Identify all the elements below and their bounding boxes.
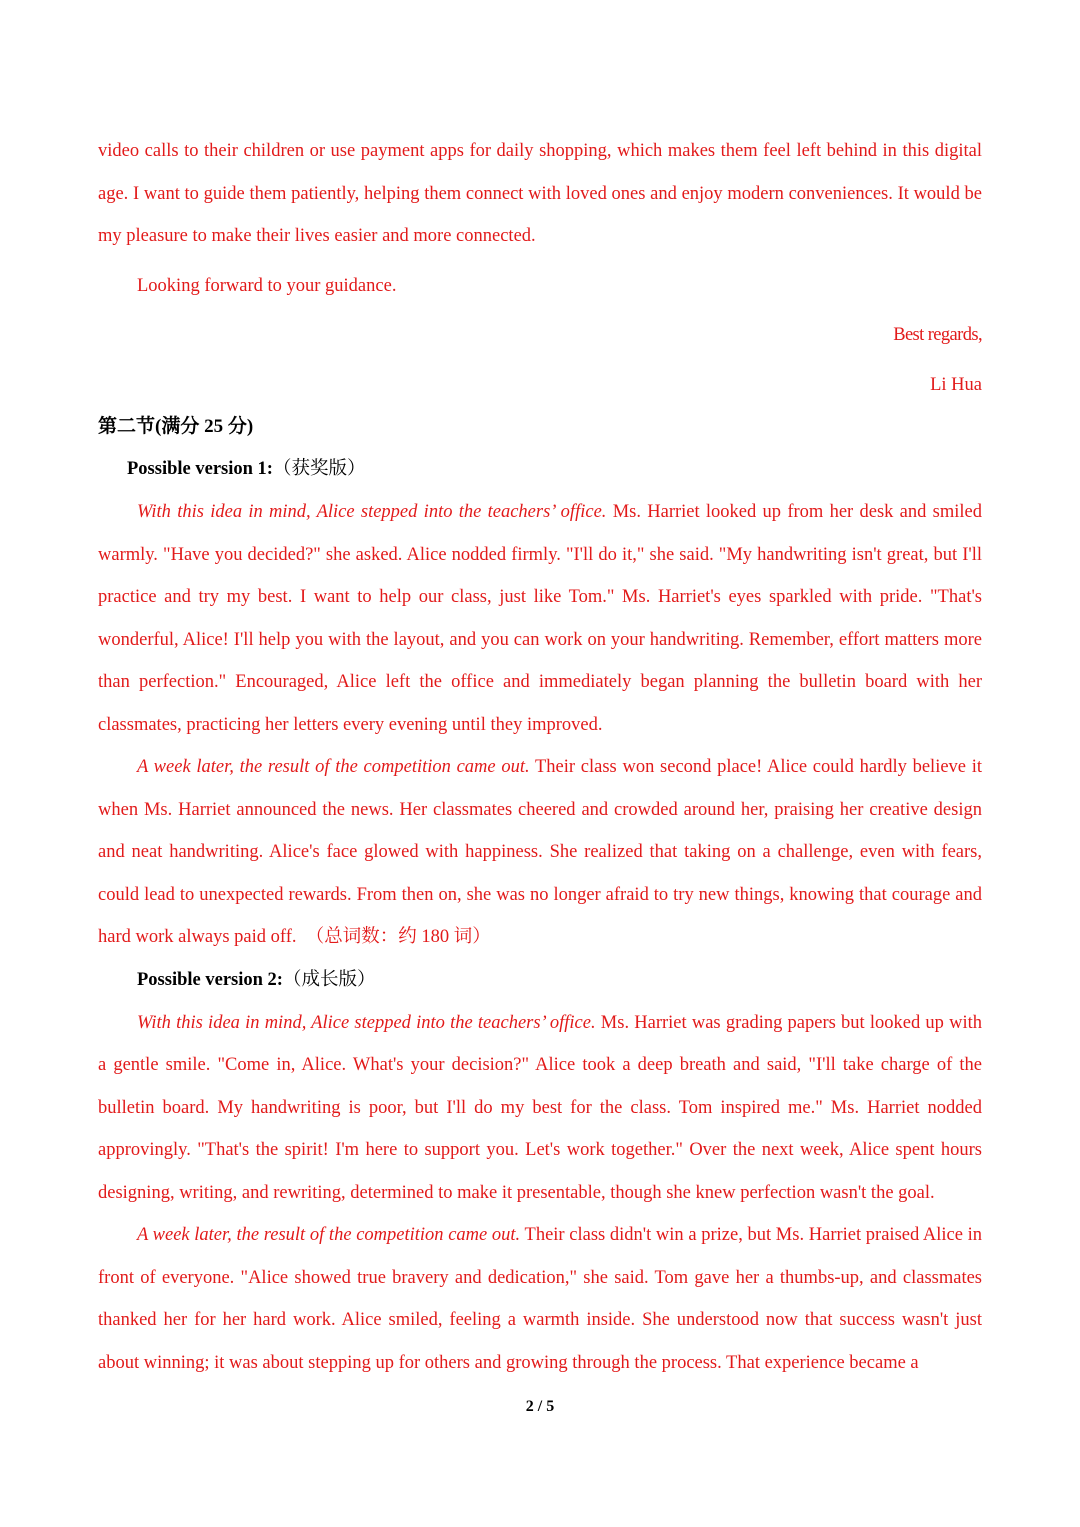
version1-p1-lead: With this idea in mind, Alice stepped into the teachers’ office. [137,502,607,522]
version2-p1-body: Ms. Harriet was grading papers but looked up with a gentle smile. "Come in, Alice. What's your decision?" Alice took a deep breath and said, "I'll take charge of the bulletin board. My handwriting is poor, but I'll do my best for the class. Tom inspired me." Ms. Harriet nodded approvingly. "That's the spirit! I'm here to support you. Let's work together." Over the next week, Alice spent hours designing, writing, and rewriting, determined to make it presentable, though she knew perfection wasn't the goal. [98,1012,983,1203]
letter-signature: Li Hua [930,374,982,395]
version2-label: Possible version 2: [137,969,283,990]
section-heading: 第二节(满分 25 分) [98,416,254,437]
version2-heading [98,959,982,1002]
document-page [98,130,982,1384]
letter-paragraph-end: video calls to their children or use payment apps for daily shopping, which makes them feel left behind in this digital age. I want to guide them patiently, helping them connect with loved ones and enjoy modern conveniences. It would be my pleasure to make their lives easier and more connected. [98,141,982,246]
version1-word-count: （总词数：约 180 词） [305,927,491,947]
version1-tag: （获奖版） [272,459,366,479]
version1-heading [98,448,982,491]
letter-closing-line: Looking forward to your guidance. [137,275,397,296]
version1-label: Possible version 1: [127,459,273,479]
version1-p2-lead: A week later, the result of the competition came out. [137,757,530,777]
version1-p1-body: Ms. Harriet looked up from her desk and smiled warmly. "Have you decided?" she asked. Alice nodded firmly. "I'll do it," she said. "My handwriting isn't great, but I'll practice and try my best. I want to help our class, just like Tom." Ms. Harriet's eyes sparkled with pride. "That's wonderful, Alice! I'll help you with the layout, and you can work on your handwriting. Remember, effort matters more than perfection." Encouraged, Alice left the office and immediately began planning the bulletin board with her classmates, practicing her letters every evening until they improved. [98,502,982,735]
version1-p2-body: Their class won second place! Alice could hardly believe it when Ms. Harriet announced the news. Her classmates cheered and crowded around her, praising her creative design and neat handwriting. Alice's face glowed with happiness. She realized that taking on a challenge, even with fears, could lead to unexpected rewards. From then on, she was no longer afraid to try new things, knowing that courage and hard work always paid off. [98,757,982,947]
version1-paragraph-2 [98,746,982,959]
version1-paragraph-1 [98,491,982,746]
version2-p2-lead: A week later, the result of the competition came out. [137,1225,521,1245]
version2-p2-body: Their class didn't win a prize, but Ms. Harriet praised Alice in front of everyone. "Alice showed true bravery and dedication," she said. Tom gave her a thumbs-up, and classmates thanked her for her hard work. Alice smiled, feeling a warmth inside. She understood now that success wasn't just about winning; it was about stepping up for others and growing through the process. That experience became a [98,1225,983,1373]
version2-tag: （成长版） [282,969,376,990]
version2-paragraph-1 [98,1002,982,1215]
letter-regards: Best regards, [893,325,982,345]
page-number: 2 / 5 [525,1398,555,1415]
version2-paragraph-2 [98,1214,982,1384]
version2-p1-lead: With this idea in mind, Alice stepped into the teachers’ office. [137,1012,596,1033]
